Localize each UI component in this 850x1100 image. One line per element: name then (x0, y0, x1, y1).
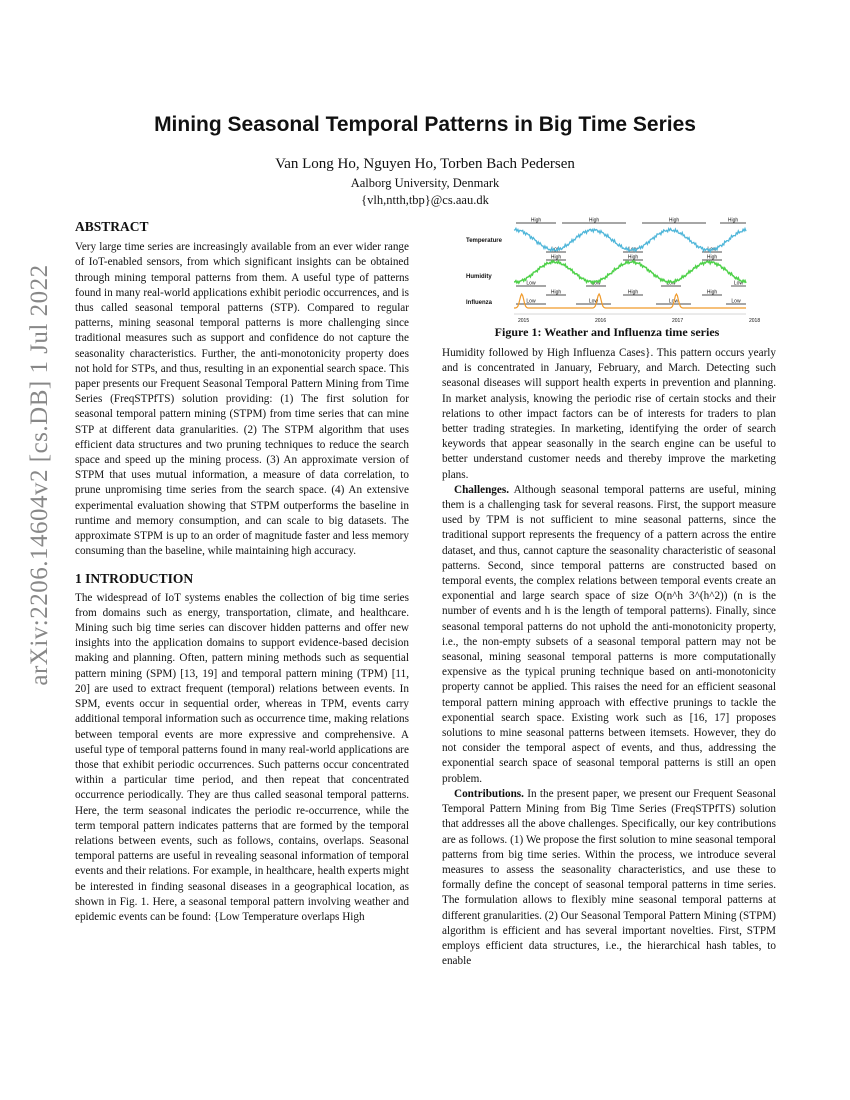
hum-low-0-tag: Low (526, 280, 536, 287)
humidity-label: Humidity (466, 274, 492, 280)
contributions-paragraph (442, 787, 776, 969)
left-column (75, 219, 409, 925)
contributions-label: Contributions. (454, 787, 524, 800)
weather-influenza-figure (466, 214, 761, 326)
contributions-text: In the present paper, we present our Frequent Seasonal Temporal Pattern Mining from Big Time Series (FreqSTPfTS) solution that addresses all the above challenges. Specifically, our key contributions are as follows. (1) We propose the first solution to mine seasonal temporal patterns from big time series. Within the process, we introduce several measures to assess the seasonality characteristics, and use these to formally define the concept of seasonal temporal patterns in time series. The formulation allows to flexibly mine seasonal temporal patterns at different granularities. (2) Our Seasonal Temporal Pattern Mining (STPM) algorithm is efficient and has several important novelties. First, STPM employs efficient data structures, i.e., the hierarchical hash tables, to enable (442, 787, 776, 968)
paper-title: Mining Seasonal Temporal Patterns in Big Time Series (154, 113, 696, 136)
temp-low-2-tag: Low (707, 246, 717, 253)
hum-high-2-tag: High (706, 254, 718, 261)
flu-high-1-tag: High (627, 289, 639, 296)
year-label: 2018 (749, 318, 761, 324)
challenges-paragraph (442, 483, 776, 787)
temperature-label: Temperature (466, 238, 502, 244)
temp-high-0-tag: High (530, 217, 542, 224)
abstract-heading: ABSTRACT (75, 219, 149, 234)
right-paragraph-1: Humidity followed by High Influenza Cases}. This pattern occurs yearly and is concentrated in January, February, and March. Detecting such seasonal diseases will support health experts in prevention and planning. In market analysis, knowing the periodic rise of certain stocks and their relations to other impact factors can be of interests for traders to plan better trading strategies. In marketing, identifying the order of search keywords that appear seasonally in the search engine can be useful to better understand customer needs and thereby improve the marketing plans. (442, 347, 776, 481)
temp-high-3-tag: High (727, 217, 739, 224)
temp-high-2-tag: High (668, 217, 680, 224)
flu-low-0-tag: Low (526, 298, 536, 305)
intro-text: The widespread of IoT systems enables the collection of big time series from domains such as energy, transportation, climate, and healthcare. Mining such big time series can discover hidden patterns and offer new insights into the application domains to support evidence-based decision making and planning. Often, pattern mining methods such as sequential pattern mining (SPM) [13, 19] and temporal pattern mining (TPM) [11, 20] are used to extract frequent (temporal) relations between events. In SPM, events occur in sequential order, whereas in TPM, events carry additional temporal information such as occurrence time, making relations between temporal events are more expressive and comprehensive. A useful type of temporal patterns found in many real-world applications are those that exhibit periodic occurrences. Such patterns occur concentrated within a particular time period, and then repeat that concentrated occurrence periodically. They are thus called seasonal temporal patterns. Here, the term seasonal indicates the periodic re-occurrence, while the term temporal pattern indicates patterns that are formed by the temporal relations between events, such as follows, contains, overlaps. Seasonal temporal patterns are useful in revealing seasonal information of temporal events and their relations. For example, in healthcare, health experts might be interested in finding seasonal diseases in a geographical location, as shown in Fig. 1. Here, a seasonal temporal pattern involving weather and epidemic events can be found: {Low Temperature overlaps High (75, 591, 409, 923)
email: {vlh,ntth,tbp}@cs.aau.dk (361, 193, 489, 207)
temp-low-1-tag: Low (628, 246, 638, 253)
year-label: 2016 (595, 318, 607, 324)
hum-low-1-tag: Low (591, 280, 601, 287)
year-label: 2015 (518, 318, 530, 324)
humidity-series (514, 261, 746, 284)
hum-high-0-tag: High (550, 254, 562, 261)
temp-high-1-tag: High (588, 217, 600, 224)
affiliation: Aalborg University, Denmark (350, 176, 500, 190)
flu-high-0-tag: High (550, 289, 562, 296)
challenges-label: Challenges. (454, 483, 510, 496)
year-label: 2017 (672, 318, 684, 324)
flu-low-2-tag: Low (668, 298, 679, 305)
abstract-text: Very large time series are increasingly available from an ever wider range of IoT-enabled sensors, from which significant insights can be obtained through mining temporal patterns from them. A useful type of patterns found in many real-world applications exhibit periodic occurrences, and is thus called seasonal temporal patterns (STP). Compared to regular patterns, mining seasonal temporal patterns is more challenging since traditional measures such as support and confidence do not capture the seasonality characteristics. Further, the anti-monotonicity property does not hold for STPs, and thus, resulting in an exponential search space. This paper presents our Frequent Seasonal Temporal Pattern Mining from Time Series (FreqSTPfTS) solution providing: (1) The first solution for seasonal temporal pattern mining (STPM) from time series that can mine STP at different data granularities. (2) The STPM algorithm that uses efficient data structures and two pruning techniques to reduce the search space and speed up the mining process. (3) An approximate version of STPM that uses mutual information, a measure of data correlation, to prune unpromising time series from the search space. (4) An extensive experimental evaluation showing that STPM outperforms the baseline in runtime and memory consumption, and can scale to big datasets. The approximate STPM is up to an order of magnitude faster and less memory consuming than the baseline, while maintaining high accuracy. (75, 241, 409, 558)
right-column (442, 346, 776, 969)
influenza-series (514, 294, 746, 308)
hum-low-3-tag: Low (733, 280, 744, 287)
hum-high-1-tag: High (627, 254, 639, 261)
arxiv-sidebar-stamp: arXiv:2206.14604v2 [cs.DB] 1 Jul 2022 (26, 264, 53, 686)
flu-low-1-tag: Low (588, 298, 599, 305)
authors: Van Long Ho, Nguyen Ho, Torben Bach Pedersen (275, 156, 575, 172)
hum-low-2-tag: Low (666, 280, 676, 287)
figure-caption: Figure 1: Weather and Influenza time series (494, 325, 720, 339)
challenges-text: Although seasonal temporal patterns are useful, mining them is a challenging task for several reasons. First, the support measure used by TPM is not sufficient to mine seasonal patterns, since the traditional support represents the frequency of a pattern across the entire dataset, and thus, cannot capture the seasonality characteristic of seasonal patterns. Second, since temporal patterns are constructed based on temporal events, the complex relations between temporal events create an exponential and large search space of size O(n^h 3^(h^2)) (n is the number of events and h is the length of temporal patterns). Finally, since seasonal temporal patterns do not uphold the anti-monotonicity property, i.e., the non-empty subsets of a seasonal temporal pattern may not be seasonal, mining seasonal temporal patterns is more computationally expensive as the typical pruning technique based on anti-monotonicity property cannot be applied. This raises the need for an efficient seasonal temporal pattern mining approach with effective prunings to tackle the exponential search space. Existing work such as [16, 17] proposes solutions to mine seasonal patterns between itemsets. However, they do not consider the temporal aspect of events, and thus, addressing the exponential search space of seasonal temporal patterns is still an open problem. (442, 483, 776, 785)
influenza-label: Influenza (466, 300, 493, 306)
flu-high-2-tag: High (706, 289, 718, 296)
intro-heading: 1 INTRODUCTION (75, 571, 194, 587)
flu-low-3-tag: Low (731, 298, 741, 305)
year-axis-labels (518, 318, 760, 324)
temp-low-0-tag: Low (551, 246, 561, 253)
